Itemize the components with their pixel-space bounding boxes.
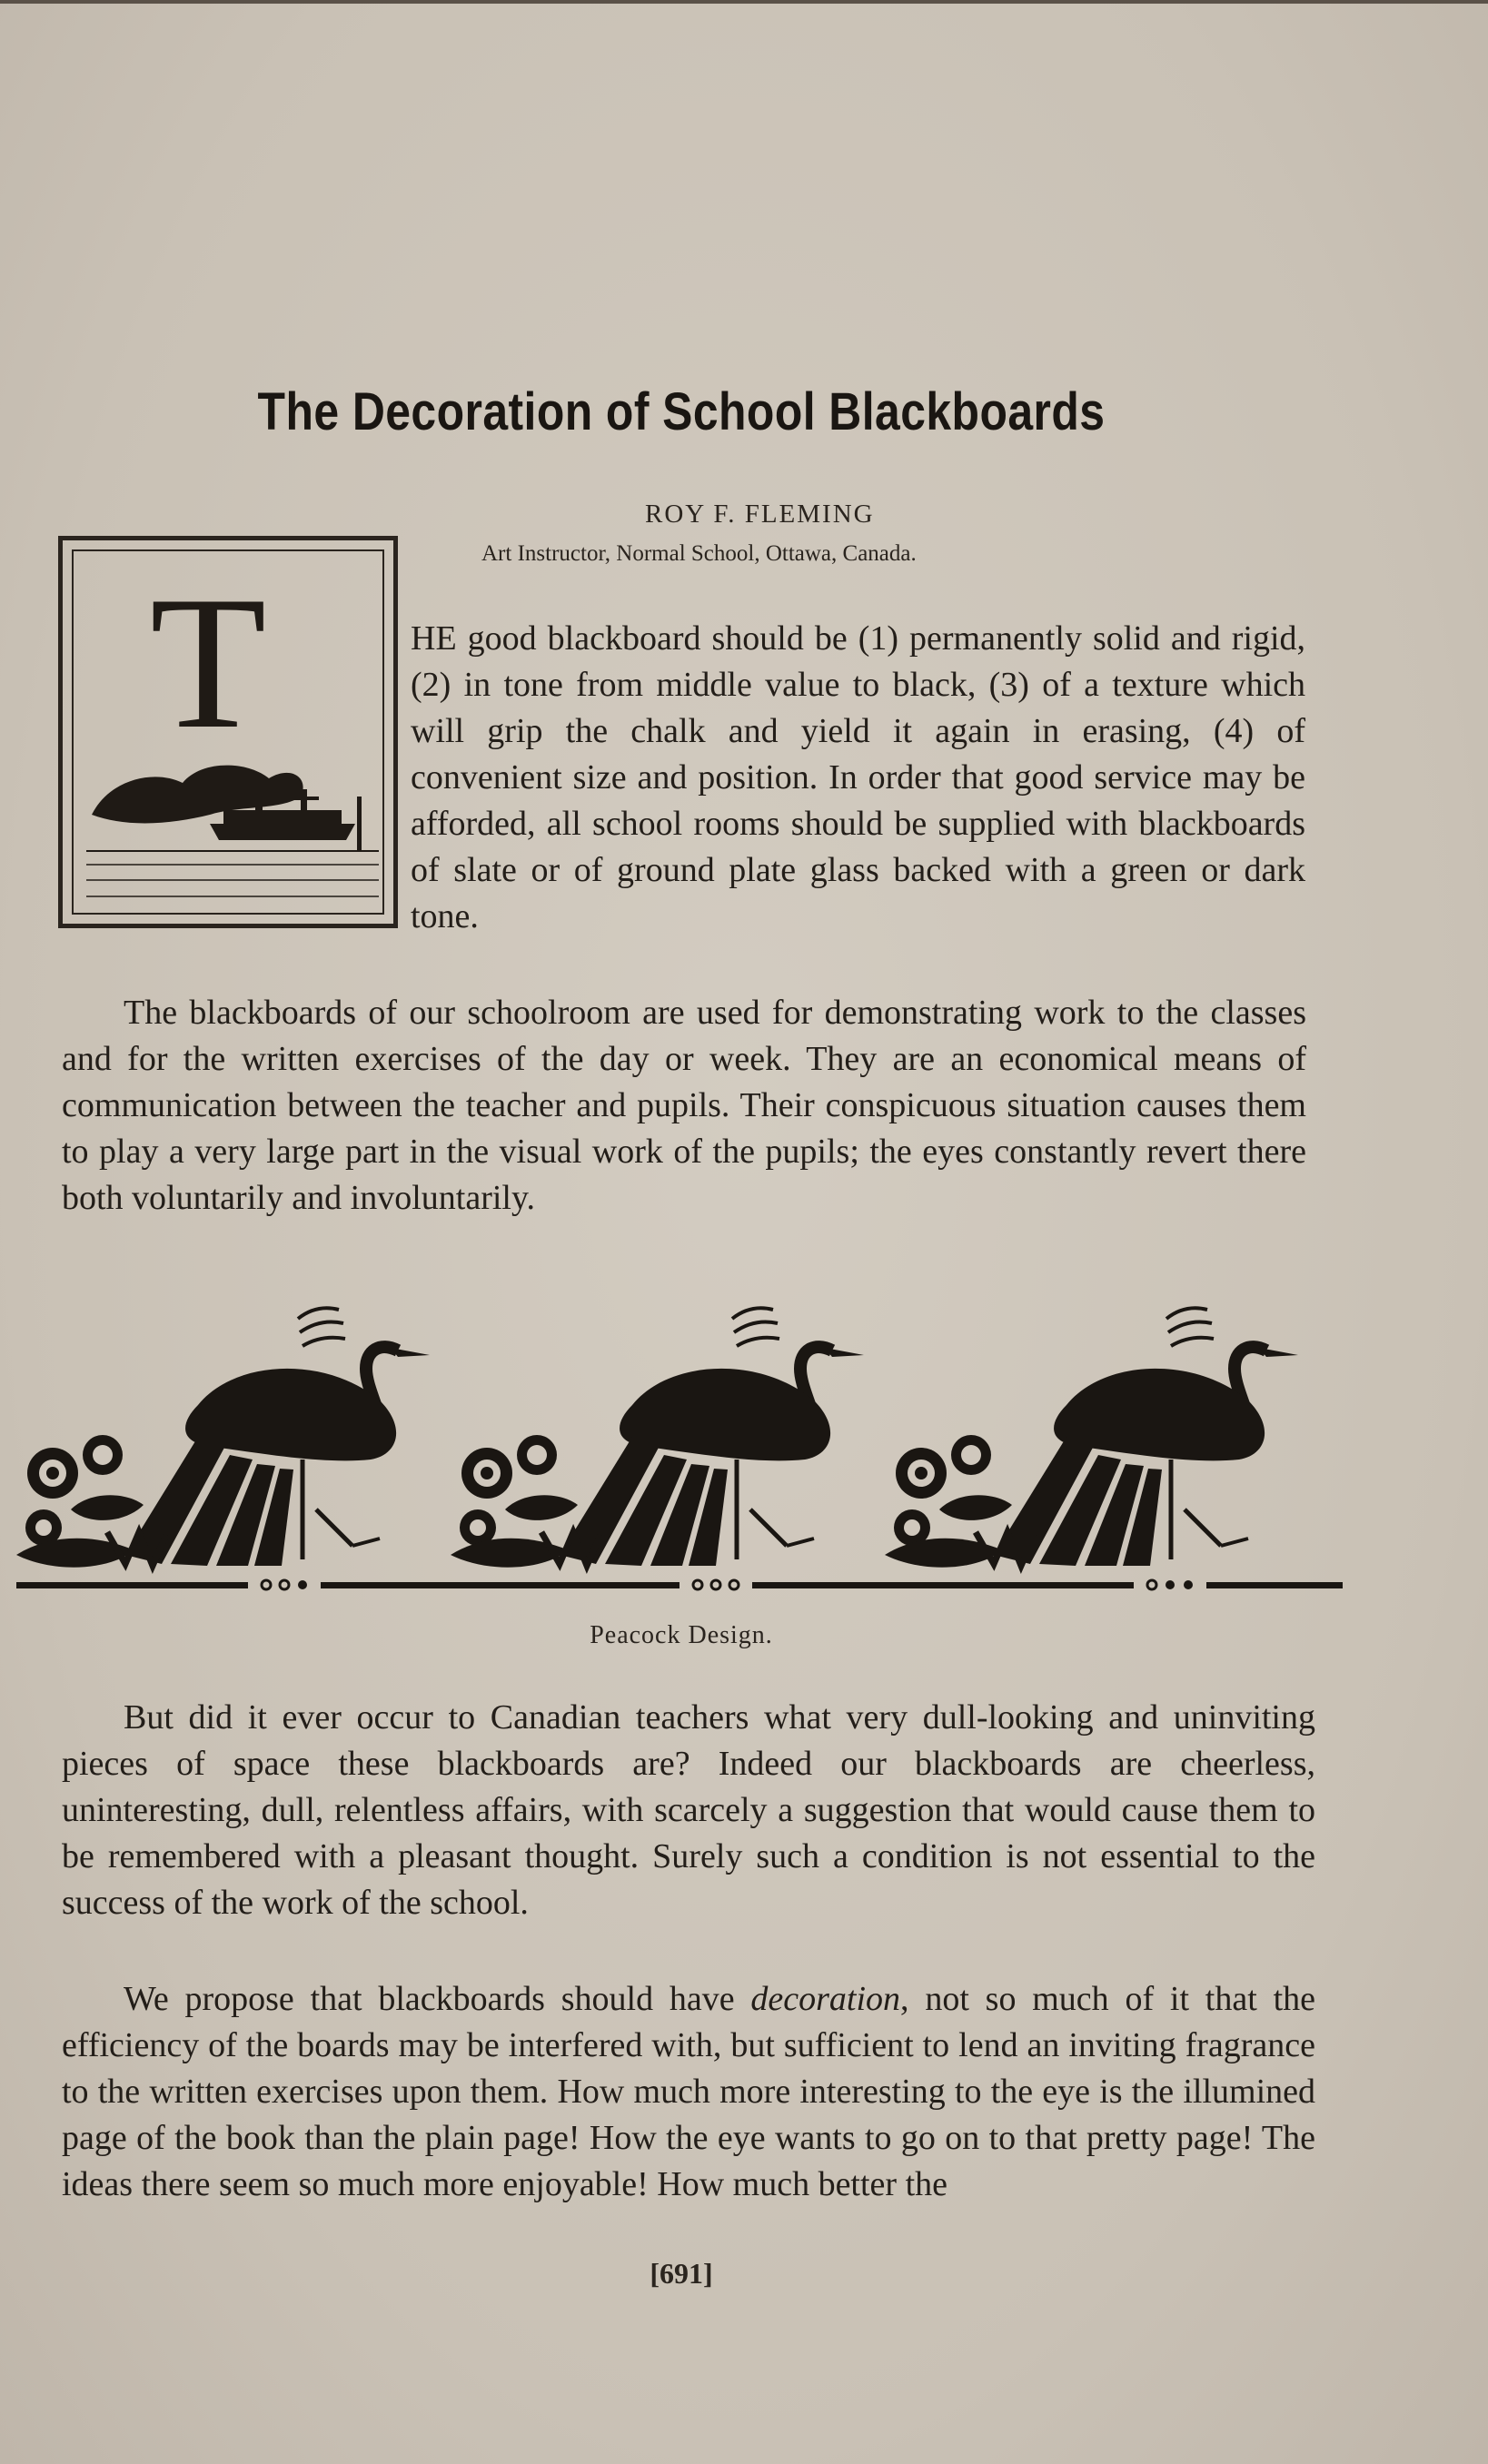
article-title: The Decoration of School Blackboards xyxy=(257,382,1106,441)
paragraph-2: The blackboards of our schoolroom are used for demonstrating work to the classes and for the written exercises of the day or week. They are an economical means of communication between the teacher and pupils. Their conspicuous situation causes them to play a very large part in the visual work of the pupils; the eyes constantly revert there both voluntarily and involuntarily. xyxy=(62,994,1306,1217)
paragraph-4 xyxy=(62,1976,1315,2208)
page-number: [691] xyxy=(650,2257,713,2290)
paragraph-3: But did it ever occur to Canadian teachers what very dull-looking and uninviting pieces of space these blackboards are? Indeed our blackboards are cheerless, uninteresting, dull, relentless affairs, with scarcely a suggestion that would cause them to be remembered with a pleasant thought. Surely such a condition is not essential to the success of the work of the school. xyxy=(62,1698,1315,1922)
paragraph-1: HE good blackboard should be (1) permanently solid and rigid, (2) in tone from middle value to black, (3) of a texture which will grip the chalk and yield it again in erasing, (4) of convenient size and position. In order that good service may be afforded, all school rooms should be supplied with blackboards of slate or of ground plate glass backed with a green or dark tone. xyxy=(411,619,1305,935)
peacock-design-frieze xyxy=(16,1301,1344,1608)
page-top-edge xyxy=(0,0,1488,4)
illustrated-initial-frame xyxy=(58,536,398,928)
paragraph-4-text-end: , not so much of it that the efficiency of the boards may be interfered with, but sufficient to lend an inviting fragrance to the written exercises upon them. How much more interesting to the eye is the illumined page of the book than the plain page! How the eye wants to go on to that pretty page! The ideas there seem so much more enjoyable! How much better the xyxy=(62,1980,1315,2203)
author-name: ROY F. FLEMING xyxy=(645,500,875,529)
paragraph-4-emphasis: decoration xyxy=(750,1980,901,2018)
dropcap-letter: T xyxy=(150,558,267,768)
author-affiliation: Art Instructor, Normal School, Ottawa, Canada. xyxy=(481,541,917,566)
paragraph-4-text-start: We propose that blackboards should have xyxy=(124,1980,751,2018)
illustrated-initial-inner-frame xyxy=(72,549,384,915)
figure-caption: Peacock Design. xyxy=(590,1621,773,1649)
